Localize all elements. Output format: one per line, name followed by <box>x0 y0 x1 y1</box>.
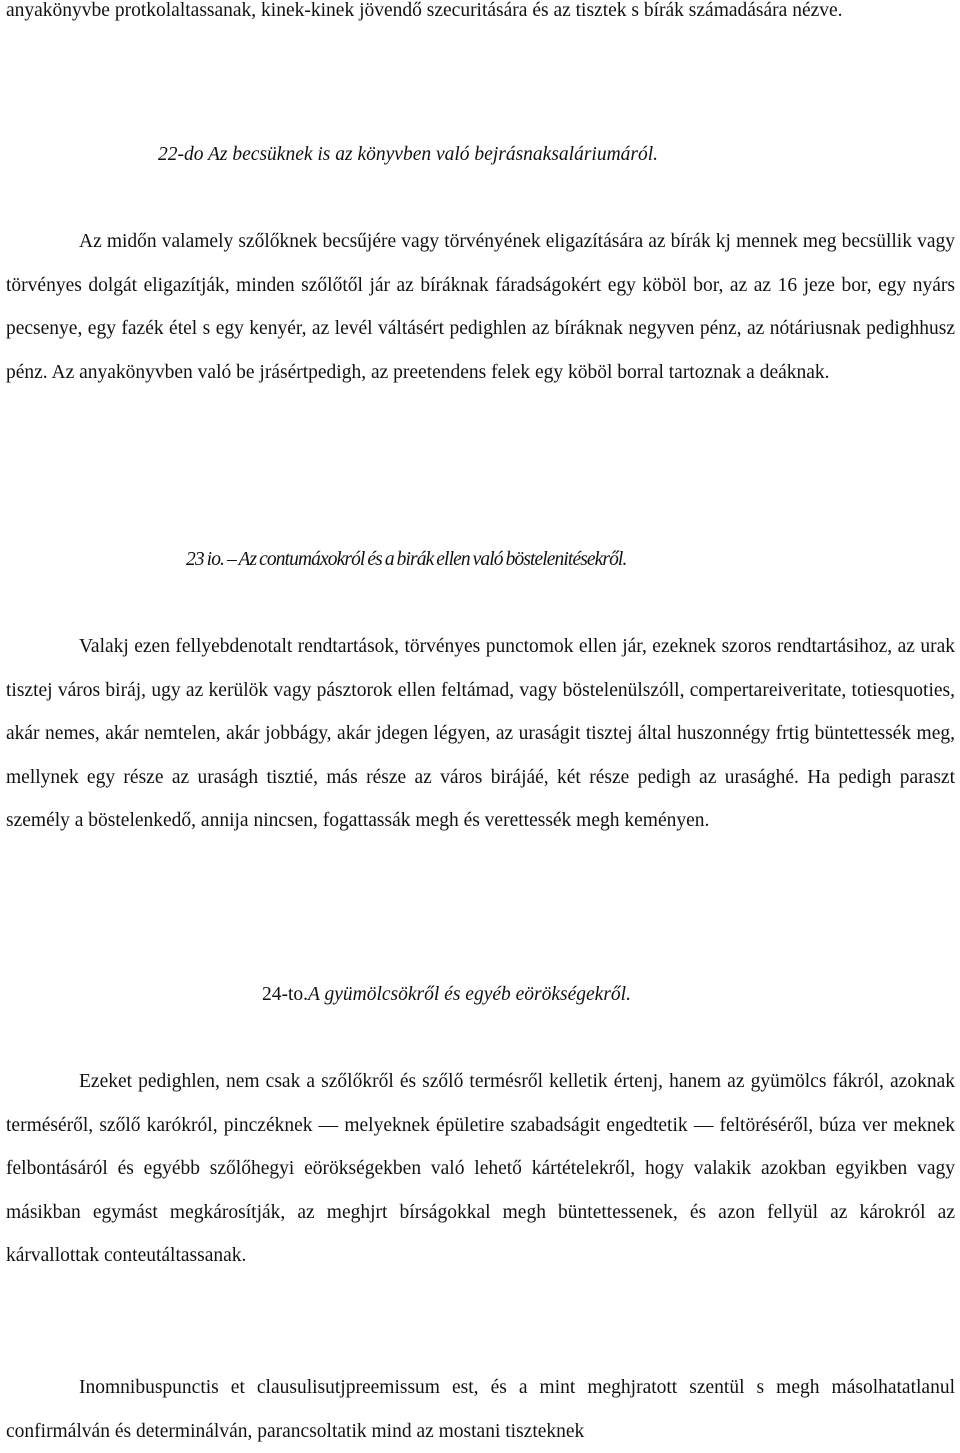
section-24-text-part2: melyeknek épületire szabadságit engedtetik <box>344 1114 688 1136</box>
section-24-heading <box>262 980 631 1010</box>
section-23-dash: – <box>227 549 236 570</box>
em-dash: — <box>318 1114 339 1136</box>
section-24-paragraph <box>6 1060 955 1278</box>
section-24-text-part1: Ezeket pedighlen, nem csak a szőlőkről és szőlő termésről kelletik értenj, hanem az gyümölcs fákról, azoknak terméséről, szőlő karókról, pinczéknek <box>6 1071 955 1136</box>
section-23-title: Az contumáxokról és a birák ellen való böstelenitésekről. <box>238 549 627 570</box>
em-dash: — <box>693 1114 714 1136</box>
section-24-title: A gyümölcsökről és egyéb eörökségekről. <box>308 984 631 1005</box>
intro-paragraph: anyakönyvbe protkolaltassanak, kinek-kinek jövendő szecuritására és az tisztek s bírák számadására nézve. <box>6 0 843 21</box>
section-24-number: 24-to. <box>262 984 309 1005</box>
section-24-text-part3: feltöréséről, búza ver meknek felbontásáról és egyébb szőlőhegyi eörökségekben való lehető kártételekről, hogy valakik azokban egyikben vagy másikban egymást megkárosítják, az meghjrt bírságokkal megh büntettessenek, és azon fellyül az károkról az kárvallottak conteutáltassanak. <box>6 1114 956 1267</box>
section-22-paragraph: Az midőn valamely szőlőknek becsűjére vagy törvényének eligazítására az bírák kj mennek meg becsüllik vagy törvényes dolgát eligazítják, minden szőlőtől jár az bíráknak fáradságokért egy köböl bor, az az 16 jeze bor, egy nyárs pecsenye, egy fazék étel s egy kenyér, az levél váltásért pedighlen az bíráknak negyven pénz, az nótáriusnak pedighhusz pénz. Az anyakönyvben való be jrásértpedigh, az preetendens felek egy köböl borral tartoznak a deáknak. <box>6 231 955 383</box>
closing-paragraph: Inomnibuspunctis et clausulisutjpreemissum est, és a mint meghjratott szentül s megh másolhatatlanul confirmálván és determinálván, parancsoltatik mind az mostani tiszteknek <box>6 1377 955 1442</box>
section-23-heading <box>186 545 626 575</box>
section-23-paragraph: Valakj ezen fellyebdenotalt rendtartások, törvényes punctomok ellen jár, ezeknek szoros rendtartásihoz, az urak tisztej város biráj, ugy az kerülök vagy pásztorok ellen feltámad, vagy böstelenülszóll, compertareiveritate, totiesquoties, akár nemes, akár nemtelen, akár jobbágy, akár jdegen légyen, az uraságit tisztej által huszonnégy frtig büntettessék meg, mellynek egy része az uraságh tisztié, más része az város birájáé, két része pedigh az urasághé. Ha pedigh paraszt személy a böstelenkedő, annija nincsen, fogattassák megh és verettessék megh keményen. <box>6 636 955 832</box>
section-23-number: 23 io. <box>186 549 225 570</box>
section-22-heading: 22-do Az becsüknek is az könyvben való bejrásnaksaláriumáról. <box>158 144 659 165</box>
